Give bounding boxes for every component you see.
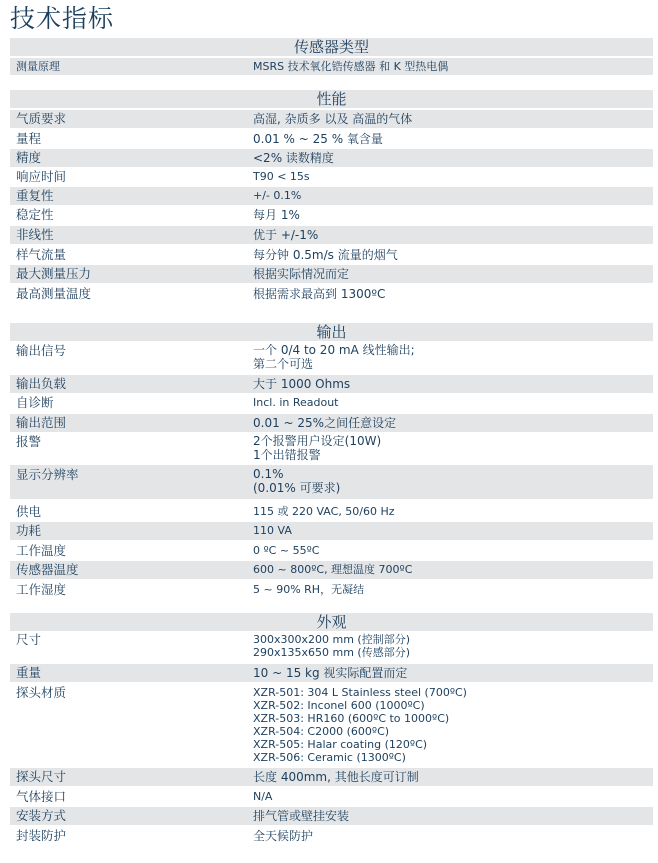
spec-value-line: (0.01% 可要求) bbox=[253, 481, 341, 495]
spec-row-operating-temperature bbox=[10, 542, 653, 560]
spec-value bbox=[253, 343, 415, 371]
spec-value: MSRS 技术氧化锆传感器 和 K 型热电偶 bbox=[253, 60, 449, 73]
spec-row-alarm bbox=[10, 433, 653, 465]
spec-row-probe-material bbox=[10, 684, 653, 766]
spec-value: 每月 1% bbox=[253, 208, 300, 222]
spec-value bbox=[253, 467, 340, 495]
spec-value: 根据需求最高到 1300ºC bbox=[253, 287, 386, 301]
spec-label: 响应时间 bbox=[16, 169, 67, 184]
spec-label: 样气流量 bbox=[16, 247, 67, 262]
spec-label: 输出负载 bbox=[16, 376, 67, 391]
spec-label: 重复性 bbox=[16, 188, 54, 203]
spec-value: 5 ~ 90% RH，无凝结 bbox=[253, 583, 365, 596]
spec-label: 重量 bbox=[16, 665, 42, 680]
spec-value: 根据实际情况而定 bbox=[253, 267, 350, 281]
spec-value-line: XZR-506: Ceramic (1300ºC) bbox=[253, 751, 406, 764]
section-heading-sensor-type: 传感器类型 bbox=[10, 38, 653, 56]
spec-row-repeatability bbox=[10, 187, 653, 205]
spec-label: 非线性 bbox=[16, 227, 54, 242]
spec-value-line: 1个出错报警 bbox=[253, 448, 321, 462]
spec-row-self-diagnosis bbox=[10, 394, 653, 412]
spec-value: 每分钟 0.5m/s 流量的烟气 bbox=[253, 248, 398, 262]
spec-value bbox=[253, 686, 467, 764]
spec-value: 全天候防护 bbox=[253, 829, 314, 843]
spec-label: 输出信号 bbox=[16, 343, 67, 358]
spec-label: 最大测量压力 bbox=[16, 266, 92, 281]
spec-label: 稳定性 bbox=[16, 207, 54, 222]
spec-label: 气质要求 bbox=[16, 111, 67, 126]
spec-row-installation bbox=[10, 807, 653, 825]
spec-value bbox=[253, 633, 410, 659]
spec-label: 尺寸 bbox=[16, 632, 42, 647]
spec-row-response-time bbox=[10, 168, 653, 186]
spec-value-line: XZR-501: 304 L Stainless steel (700ºC) bbox=[253, 686, 467, 699]
section-heading-appearance: 外观 bbox=[10, 613, 653, 631]
spec-value: Incl. in Readout bbox=[253, 396, 339, 409]
spec-row-enclosure-protection bbox=[10, 827, 653, 845]
spec-row-gas-connection bbox=[10, 788, 653, 806]
section-heading-output: 输出 bbox=[10, 323, 653, 341]
spec-value: 0 ºC ~ 55ºC bbox=[253, 544, 320, 557]
spec-label: 自诊断 bbox=[16, 395, 54, 410]
spec-label: 安装方式 bbox=[16, 808, 67, 823]
spec-value: 600 ~ 800ºC, 理想温度 700ºC bbox=[253, 563, 413, 576]
spec-value-line: 2个报警用户设定(10W) bbox=[253, 434, 382, 448]
spec-row-operating-humidity bbox=[10, 581, 653, 599]
spec-label: 功耗 bbox=[16, 523, 42, 538]
spec-value-line: 300x300x200 mm (控制部分) bbox=[253, 633, 411, 646]
spec-value: T90 < 15s bbox=[253, 170, 310, 183]
spec-value-line: 第二个可选 bbox=[253, 357, 314, 371]
spec-value: 115 或 220 VAC, 50/60 Hz bbox=[253, 505, 395, 518]
spec-row-sample-flow bbox=[10, 246, 653, 264]
spec-value bbox=[253, 434, 381, 462]
spec-value: N/A bbox=[253, 790, 273, 803]
spec-row-stability bbox=[10, 206, 653, 224]
spec-row-dimensions bbox=[10, 632, 653, 662]
spec-row-display-resolution bbox=[10, 465, 653, 499]
spec-row-probe-size bbox=[10, 768, 653, 786]
spec-value-line: XZR-502: Inconel 600 (1000ºC) bbox=[253, 699, 425, 712]
spec-label: 探头尺寸 bbox=[16, 769, 67, 784]
spec-label: 最高测量温度 bbox=[16, 286, 92, 301]
spec-row-max-temperature bbox=[10, 285, 653, 303]
spec-value: 排气管或壁挂安装 bbox=[253, 809, 350, 823]
spec-value: 大于 1000 Ohms bbox=[253, 377, 351, 391]
spec-value: +/- 0.1% bbox=[253, 189, 302, 202]
page-title: 技术指标 bbox=[10, 4, 115, 33]
spec-row-output-signal bbox=[10, 342, 653, 374]
spec-value: 0.01 ~ 25%之间任意设定 bbox=[253, 416, 397, 430]
section-heading-performance: 性能 bbox=[10, 90, 653, 108]
spec-label: 精度 bbox=[16, 150, 42, 165]
spec-label: 测量原理 bbox=[16, 60, 60, 73]
spec-label: 封装防护 bbox=[16, 828, 67, 843]
spec-value: 优于 +/-1% bbox=[253, 228, 319, 242]
spec-value: 110 VA bbox=[253, 524, 292, 537]
spec-value: 高湿, 杂质多 以及 高温的气体 bbox=[253, 112, 413, 126]
spec-row-max-pressure bbox=[10, 265, 653, 283]
spec-label: 量程 bbox=[16, 131, 42, 146]
spec-value: <2% 读数精度 bbox=[253, 151, 334, 165]
spec-label: 供电 bbox=[16, 504, 42, 519]
spec-value-line: 0.1% bbox=[253, 467, 284, 481]
spec-label: 传感器温度 bbox=[16, 562, 79, 577]
spec-value: 10 ~ 15 kg 视实际配置而定 bbox=[253, 666, 408, 680]
spec-label: 气体接口 bbox=[16, 789, 67, 804]
spec-row-linearity bbox=[10, 226, 653, 244]
spec-value-line: 一个 0/4 to 20 mA 线性输出; bbox=[253, 343, 415, 357]
spec-label: 工作湿度 bbox=[16, 582, 67, 597]
spec-label: 探头材质 bbox=[16, 685, 67, 700]
spec-value: 长度 400mm, 其他长度可订制 bbox=[253, 770, 419, 784]
spec-value-line: XZR-505: Halar coating (120ºC) bbox=[253, 738, 428, 751]
spec-label: 报警 bbox=[16, 434, 42, 449]
spec-row-power-supply bbox=[10, 503, 653, 521]
spec-row-gas-requirement bbox=[10, 110, 653, 128]
spec-value: 0.01 % ~ 25 % 氧含量 bbox=[253, 132, 383, 146]
spec-label: 工作温度 bbox=[16, 543, 67, 558]
spec-row-output-range bbox=[10, 414, 653, 432]
spec-row-weight bbox=[10, 664, 653, 682]
spec-row-sensor-temperature bbox=[10, 561, 653, 579]
spec-row-output-load bbox=[10, 375, 653, 393]
spec-label: 输出范围 bbox=[16, 415, 67, 430]
spec-row-accuracy bbox=[10, 149, 653, 167]
spec-value-line: XZR-504: C2000 (600ºC) bbox=[253, 725, 390, 738]
spec-row-principle bbox=[10, 58, 653, 75]
spec-value-line: 290x135x650 mm (传感部分) bbox=[253, 646, 411, 659]
spec-row-power-consumption bbox=[10, 522, 653, 540]
spec-row-range bbox=[10, 130, 653, 148]
spec-label: 显示分辨率 bbox=[16, 467, 79, 482]
spec-value-line: XZR-503: HR160 (600ºC to 1000ºC) bbox=[253, 712, 450, 725]
